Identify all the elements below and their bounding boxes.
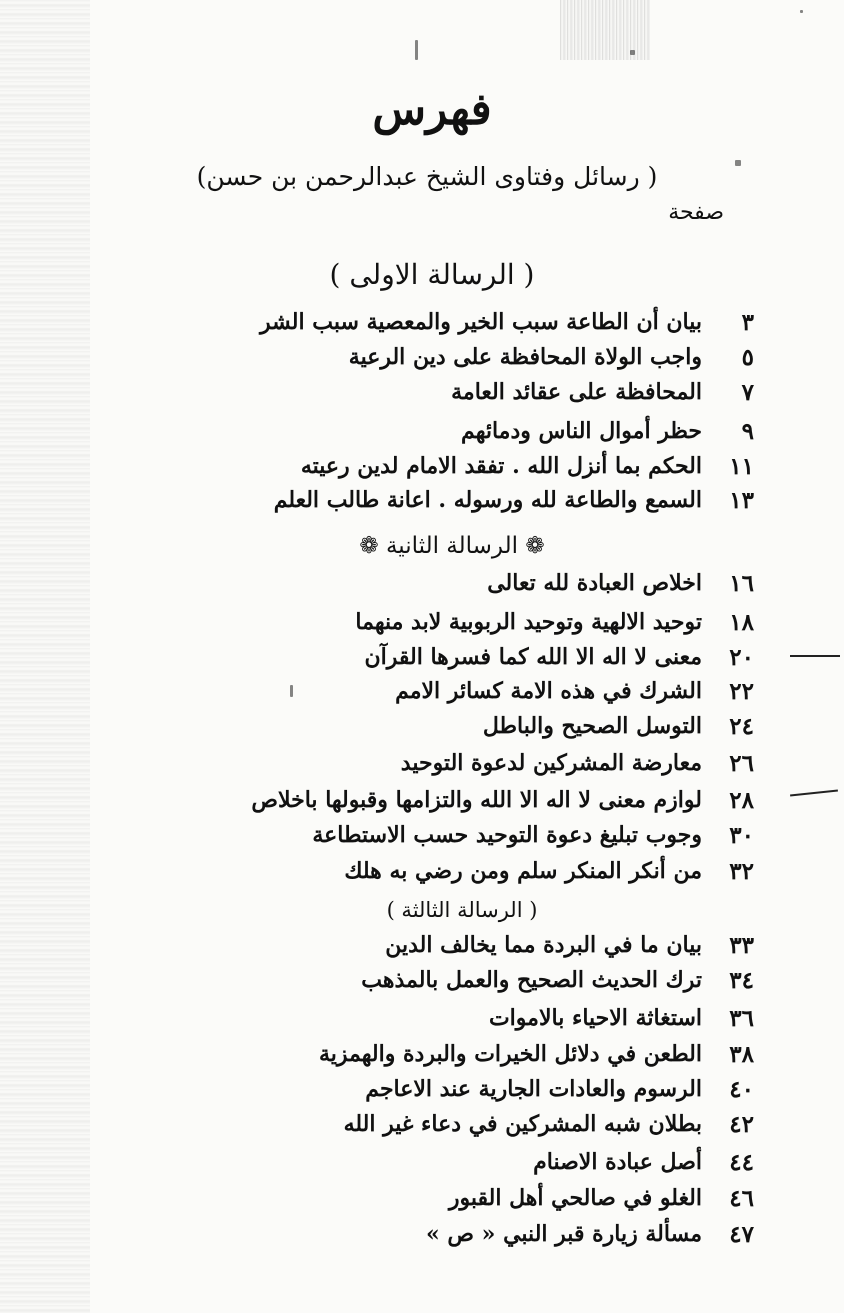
entry-page: ١٦ xyxy=(729,569,754,597)
entry-page: ٣٢ xyxy=(729,857,754,885)
entry-title: الحكم بما أنزل الله . تفقد الامام لدين رعيته xyxy=(300,453,702,479)
entry-page: ٢٤ xyxy=(729,712,754,740)
entry-title: السمع والطاعة لله ورسوله . اعانة طالب العلم xyxy=(273,487,702,513)
speck xyxy=(415,40,418,60)
entry-title: من أنكر المنكر سلم ومن رضي به هلك xyxy=(344,858,702,884)
entry-title: التوسل الصحيح والباطل xyxy=(482,713,702,739)
section-heading-2: ❁ الرسالة الثانية ❁ xyxy=(359,533,545,559)
entry-title: توحيد الالهية وتوحيد الربوبية لابد منهما xyxy=(355,609,702,635)
entry-page: ٢٢ xyxy=(729,677,754,705)
speck xyxy=(630,50,635,55)
entry-title: واجب الولاة المحافظة على دين الرعية xyxy=(348,344,702,370)
toc-entry xyxy=(533,1145,754,1179)
entry-title: مسألة زيارة قبر النبي « ص » xyxy=(426,1221,702,1247)
entry-page: ١٣ xyxy=(729,486,754,514)
entry-title: استغاثة الاحياء بالاموات xyxy=(488,1005,702,1031)
entry-page: ٤٧ xyxy=(729,1220,754,1248)
page-title: فهرس xyxy=(372,84,492,135)
toc-entry xyxy=(483,709,754,743)
toc-entry xyxy=(489,1001,754,1035)
toc-entry xyxy=(426,1217,754,1251)
section-heading-3: ( الرسالة الثالثة ) xyxy=(386,898,538,922)
entry-page: ٥ xyxy=(741,343,754,371)
entry-title: ترك الحديث الصحيح والعمل بالمذهب xyxy=(361,967,702,993)
entry-title: المحافظة على عقائد العامة xyxy=(451,379,702,405)
entry-page: ١١ xyxy=(729,452,754,480)
toc-entry xyxy=(344,854,754,888)
toc-entry xyxy=(364,640,754,674)
entry-title: وجوب تبليغ دعوة التوحيد حسب الاستطاعة xyxy=(312,822,702,848)
entry-page: ٣ xyxy=(741,308,754,336)
entry-title: الرسوم والعادات الجارية عند الاعاجم xyxy=(365,1076,702,1102)
toc-entry xyxy=(451,375,754,409)
entry-title: معارضة المشركين لدعوة التوحيد xyxy=(400,750,702,776)
toc-entry xyxy=(260,305,754,339)
entry-page: ٣٦ xyxy=(729,1004,754,1032)
entry-page: ٤٠ xyxy=(729,1075,754,1103)
entry-page: ٧ xyxy=(741,378,754,406)
entry-title: لوازم معنى لا اله الا الله والتزامها وقبولها باخلاص xyxy=(251,787,702,813)
entry-page: ٣٠ xyxy=(729,821,754,849)
entry-page: ٤٦ xyxy=(729,1184,754,1212)
entry-page: ٢٦ xyxy=(729,749,754,777)
entry-page: ٩ xyxy=(741,417,754,445)
toc-entry xyxy=(401,746,754,780)
entry-page: ٢٨ xyxy=(729,786,754,814)
toc-entry xyxy=(344,1107,754,1141)
toc-entry xyxy=(365,1072,754,1106)
entry-page: ٤٢ xyxy=(729,1110,754,1138)
entry-title: بطلان شبه المشركين في دعاء غير الله xyxy=(343,1111,702,1137)
toc-entry xyxy=(251,783,754,817)
entry-title: الغلو في صالحي أهل القبور xyxy=(448,1185,702,1211)
speck xyxy=(290,685,293,697)
entry-title: الطعن في دلائل الخيرات والبردة والهمزية xyxy=(318,1041,702,1067)
toc-entry xyxy=(487,566,754,600)
entry-page: ٣٤ xyxy=(729,966,754,994)
toc-entry xyxy=(349,340,754,374)
toc-entry xyxy=(319,1037,754,1071)
entry-title: الشرك في هذه الامة كسائر الامم xyxy=(395,678,702,704)
toc-entry xyxy=(395,674,754,708)
entry-title: بيان أن الطاعة سبب الخير والمعصية سبب الشر xyxy=(260,309,702,335)
margin-mark xyxy=(790,789,838,796)
entry-title: حظر أموال الناس ودمائهم xyxy=(461,418,702,444)
toc-entry xyxy=(449,1181,754,1215)
entry-page: ٤٤ xyxy=(729,1148,754,1176)
toc-entry xyxy=(274,483,754,517)
entry-page: ٢٠ xyxy=(729,643,754,671)
toc-entry xyxy=(312,818,754,852)
book-subtitle: ( رسائل وفتاوى الشيخ عبدالرحمن بن حسن) xyxy=(196,162,658,191)
section-heading-1: ( الرسالة الاولى ) xyxy=(329,258,535,291)
toc-entry xyxy=(385,928,754,962)
entry-title: أصل عبادة الاصنام xyxy=(533,1149,702,1175)
entry-title: بيان ما في البردة مما يخالف الدين xyxy=(385,932,702,958)
toc-entry xyxy=(301,449,754,483)
entry-title: اخلاص العبادة لله تعالى xyxy=(487,570,702,596)
entry-page: ٣٣ xyxy=(729,931,754,959)
toc-entry xyxy=(361,963,754,997)
scan-edge-shadow xyxy=(0,0,90,1313)
entry-page: ٣٨ xyxy=(729,1040,754,1068)
scan-top-smudge xyxy=(560,0,650,60)
page-column-label: صفحة xyxy=(668,200,724,225)
speck xyxy=(800,10,803,13)
entry-title: معنى لا اله الا الله كما فسرها القرآن xyxy=(364,644,702,670)
toc-entry xyxy=(461,414,754,448)
margin-mark xyxy=(790,655,840,657)
toc-entry xyxy=(355,605,754,639)
entry-page: ١٨ xyxy=(729,608,754,636)
